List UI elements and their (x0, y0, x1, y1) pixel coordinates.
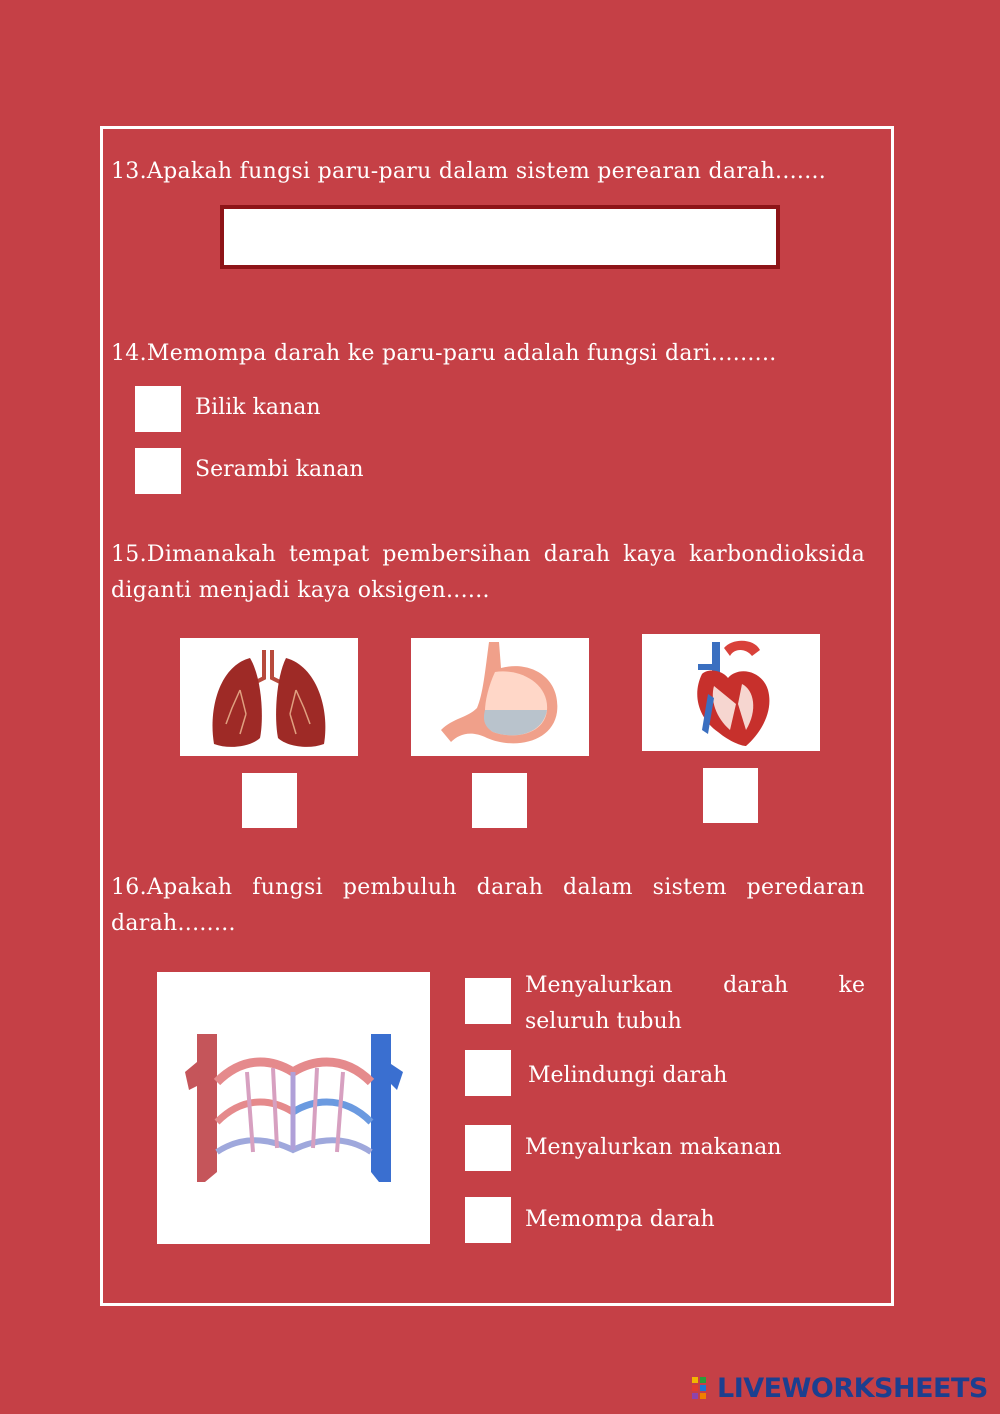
q15-heart-checkbox[interactable] (703, 768, 758, 823)
q16-option-1-checkbox[interactable] (465, 978, 511, 1024)
logo-grid-icon (692, 1377, 714, 1399)
logo-text: LIVEWORKSHEETS (717, 1373, 988, 1404)
blood-vessels-icon (157, 972, 430, 1244)
stomach-icon (411, 638, 589, 756)
q16-option-2-label: Melindungi darah (528, 1063, 728, 1088)
heart-image (642, 634, 820, 751)
q15-stomach-checkbox[interactable] (472, 773, 527, 828)
q16-option-2-checkbox[interactable] (465, 1050, 511, 1096)
q16-option-3-checkbox[interactable] (465, 1125, 511, 1171)
question-15-text: 15.Dimanakah tempat pembersihan darah kaya karbondioksida diganti menjadi kaya oksigen...... (111, 542, 865, 603)
q14-option-1-checkbox[interactable] (135, 386, 181, 432)
question-16-text: 16.Apakah fungsi pembuluh darah dalam sistem peredaran darah........ (111, 875, 865, 936)
question-13-answer-field[interactable] (220, 205, 780, 269)
q15-lungs-checkbox[interactable] (242, 773, 297, 828)
lungs-icon (180, 638, 358, 756)
q16-option-4-label: Memompa darah (525, 1207, 715, 1232)
question-14-text: 14.Memompa darah ke paru-paru adalah fungsi dari......... (111, 341, 777, 366)
question-13-text: 13.Apakah fungsi paru-paru dalam sistem perearan darah....... (111, 159, 827, 184)
heart-icon (642, 634, 820, 751)
q16-option-3-label: Menyalurkan makanan (525, 1135, 782, 1160)
lungs-image (180, 638, 358, 756)
stomach-image (411, 638, 589, 756)
q16-option-4-checkbox[interactable] (465, 1197, 511, 1243)
q16-option-1-label: Menyalurkan darah ke seluruh tubuh (525, 973, 865, 1034)
q14-option-1-label: Bilik kanan (195, 395, 321, 420)
liveworksheets-logo[interactable] (692, 1374, 988, 1404)
q14-option-2-checkbox[interactable] (135, 448, 181, 494)
blood-vessels-image (157, 972, 430, 1244)
q14-option-2-label: Serambi kanan (195, 457, 364, 482)
